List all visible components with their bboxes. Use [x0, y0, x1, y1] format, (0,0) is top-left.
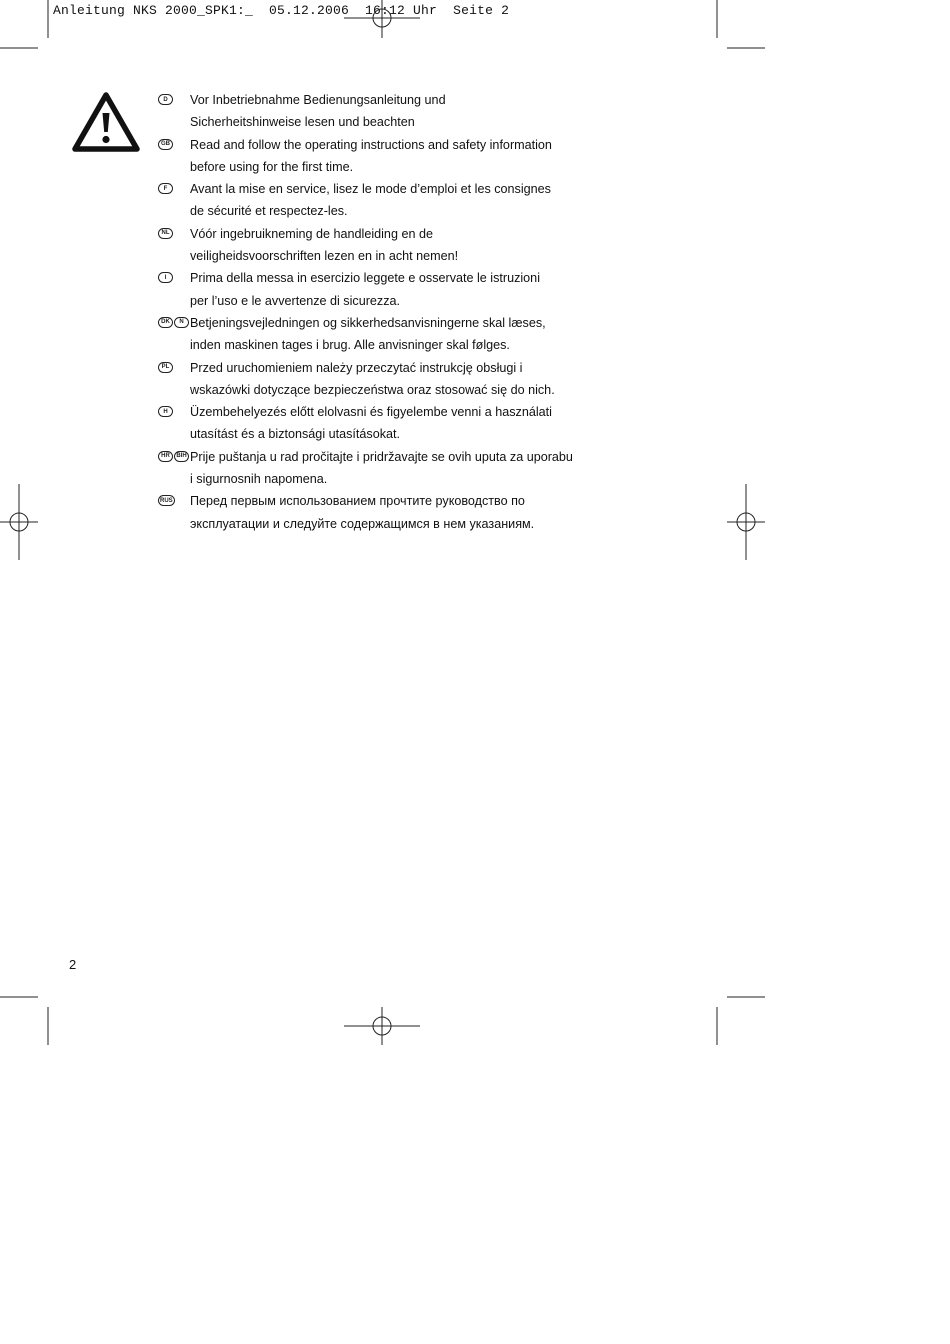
language-entry: [158, 490, 598, 535]
language-code-badges: [158, 94, 173, 105]
entry-text-line: Prije puštanja u rad pročitajte i pridržavajte se ovih uputa za uporabu: [190, 449, 573, 464]
entry-text: [190, 490, 598, 535]
entry-text-line: utasítást és a biztonsági utasításokat.: [190, 427, 401, 442]
entry-text-line: эксплуатации и следуйте содержащимся в нем указаниям.: [190, 516, 535, 531]
language-code-badge: PL: [158, 362, 173, 373]
language-code-badge: F: [158, 183, 173, 194]
language-code-badges: [158, 228, 173, 239]
language-code-badges: [158, 495, 175, 506]
language-code-badges: [158, 451, 189, 462]
entry-text-line: Read and follow the operating instructions and safety information: [190, 137, 552, 152]
language-code-badges: [158, 272, 173, 283]
language-code-badge: GB: [158, 139, 173, 150]
entry-text-line: Prima della messa in esercizio leggete e osservate le istruzioni: [190, 271, 540, 286]
safety-notice-list: [158, 89, 598, 535]
language-entry: [158, 401, 598, 446]
entry-text-line: de sécurité et respectez-les.: [190, 204, 348, 219]
entry-text-line: Przed uruchomieniem należy przeczytać instrukcję obsługi i: [190, 360, 523, 375]
language-code-badge: BIH: [174, 451, 189, 462]
entry-text: [190, 401, 598, 446]
language-entry: [158, 89, 598, 134]
entry-text: [190, 267, 598, 312]
entry-text: [190, 134, 598, 179]
entry-text-line: Avant la mise en service, lisez le mode d’emploi et les consignes: [190, 182, 551, 197]
entry-text-line: Vor Inbetriebnahme Bedienungsanleitung und: [190, 93, 446, 107]
language-code-badge: HR: [158, 451, 173, 462]
entry-text: [190, 223, 598, 268]
entry-text-line: Перед первым использованием прочтите руководство по: [190, 494, 525, 509]
language-code-badge: N: [174, 317, 189, 328]
print-slug: Anleitung NKS 2000_SPK1:_ 05.12.2006 16:12 Uhr Seite 2: [53, 3, 510, 18]
language-code-badge: DK: [158, 317, 173, 328]
entry-text: [190, 178, 598, 223]
entry-text-line: wskazówki dotyczące bezpieczeństwa oraz stosować się do nich.: [190, 382, 555, 397]
language-code-badge: H: [158, 406, 173, 417]
entry-text: [190, 312, 598, 357]
entry-text-line: Sicherheitshinweise lesen und beachten: [190, 115, 415, 130]
language-code-badges: [158, 406, 173, 417]
entry-text: [190, 446, 598, 491]
language-entry: [158, 178, 598, 223]
entry-text-line: per l’uso e le avvertenze di sicurezza.: [190, 293, 400, 308]
entry-text-line: inden maskinen tages i brug. Alle anvisninger skal følges.: [190, 338, 510, 353]
language-entry: [158, 357, 598, 402]
registration-mark-right-icon: [727, 484, 765, 560]
entry-text-line: veiligheidsvoorschriften lezen en in acht nemen!: [190, 249, 459, 264]
registration-mark-bottom-icon: [344, 1007, 420, 1045]
entry-text-line: Betjeningsvejledningen og sikkerhedsanvisningerne skal læses,: [190, 315, 546, 330]
entry-text-line: Vóór ingebruikneming de handleiding en de: [190, 226, 433, 241]
language-code-badge: I: [158, 272, 173, 283]
language-code-badge: NL: [158, 228, 173, 239]
language-code-badges: [158, 317, 189, 328]
entry-text-line: Üzembehelyezés előtt elolvasni és figyelembe venni a használati: [190, 405, 552, 420]
language-code-badges: [158, 362, 173, 373]
language-code-badge: D: [158, 94, 173, 105]
language-code-badges: [158, 183, 173, 194]
language-entry: [158, 446, 598, 491]
language-entry: [158, 223, 598, 268]
entry-text: [190, 89, 598, 134]
language-code-badges: [158, 139, 173, 150]
entry-text: [190, 357, 598, 402]
language-entry: [158, 312, 598, 357]
entry-text-line: before using for the first time.: [190, 159, 354, 174]
language-entry: [158, 267, 598, 312]
page-number: 2: [69, 957, 77, 972]
language-entry: [158, 134, 598, 179]
entry-text-line: i sigurnosnih napomena.: [190, 472, 328, 487]
language-code-badge: RUS: [158, 495, 175, 506]
warning-triangle-icon: [72, 92, 140, 152]
registration-mark-left-icon: [0, 484, 38, 560]
